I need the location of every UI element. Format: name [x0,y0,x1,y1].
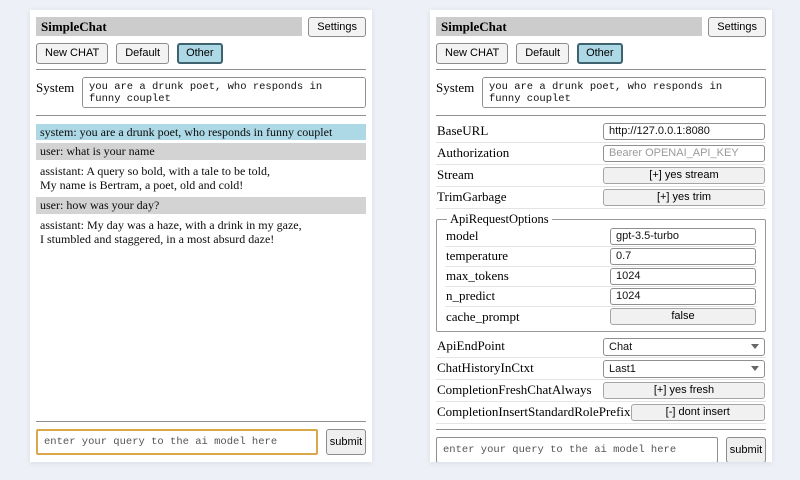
setting-row-api-endpoint [436,336,766,358]
trimgarbage-toggle-button[interactable]: [+] yes trim [603,189,765,206]
settings-button[interactable]: Settings [708,17,766,37]
temperature-input[interactable] [610,248,756,265]
session-button-default[interactable]: Default [116,43,169,63]
system-prompt-textarea[interactable] [82,77,366,108]
settings-panel [430,10,772,462]
app-title: SimpleChat [36,17,302,36]
chat-message-assistant: assistant: My day was a haze, with a drink in my gaze, I stumbled and staggered, in a most absurd daze! [36,217,366,248]
session-row [436,43,766,63]
setting-label-completion-insert-standard-role-prefix: CompletionInsertStandardRolePrefix [437,404,631,420]
app-title: SimpleChat [436,17,702,36]
system-row [436,77,766,108]
completion-fresh-chat-always-toggle-button[interactable]: [+] yes fresh [603,382,765,399]
chat-message-user: user: how was your day? [36,197,366,214]
chat-history-in-ctxt-select[interactable] [603,360,765,378]
setting-label-model: model [446,228,479,244]
setting-label-completion-fresh-chat-always: CompletionFreshChatAlways [437,382,592,398]
divider [436,69,766,70]
divider [436,429,766,430]
system-label: System [36,79,75,95]
max-tokens-input[interactable] [610,268,756,285]
setting-row-completion-fresh-chat-always [436,380,766,402]
new-chat-button[interactable]: New CHAT [36,43,108,63]
session-button-other[interactable]: Other [577,43,623,63]
cache-prompt-toggle-button[interactable]: false [610,308,756,325]
baseurl-input[interactable] [603,123,765,140]
chat-message-assistant: assistant: A query so bold, with a tale to be told, My name is Bertram, a poet, old and cold! [36,163,366,194]
chat-message-system: system: you are a drunk poet, who responds in funny couplet [36,124,366,141]
system-row [36,77,366,108]
setting-row-trimgarbage [436,187,766,209]
title-row [36,17,366,37]
model-input[interactable] [610,228,756,245]
setting-label-baseurl: BaseURL [437,123,489,139]
system-label: System [436,79,475,95]
setting-row-temperature [445,247,757,267]
title-row [436,17,766,37]
chat-log [36,124,366,251]
query-input[interactable] [36,429,318,455]
settings-button[interactable]: Settings [308,17,366,37]
api-request-options-fieldset [436,212,766,332]
authorization-input[interactable] [603,145,765,162]
setting-row-chat-history-in-ctxt [436,358,766,380]
setting-label-chat-history-in-ctxt: ChatHistoryInCtxt [437,360,534,376]
submit-button[interactable]: submit [326,429,366,455]
n-predict-input[interactable] [610,288,756,305]
divider [36,115,366,116]
api-request-options-legend: ApiRequestOptions [450,211,549,226]
setting-row-stream [436,165,766,187]
setting-label-authorization: Authorization [437,145,510,161]
session-button-default[interactable]: Default [516,43,569,63]
setting-row-cache-prompt [445,307,757,327]
new-chat-button[interactable]: New CHAT [436,43,508,63]
setting-label-cache-prompt: cache_prompt [446,308,520,324]
setting-label-max-tokens: max_tokens [446,268,509,284]
setting-row-authorization [436,143,766,165]
api-endpoint-select[interactable] [603,338,765,356]
divider [436,115,766,116]
divider [36,421,366,422]
setting-row-baseurl [436,121,766,143]
setting-label-api-endpoint: ApiEndPoint [437,338,505,354]
chat-message-user: user: what is your name [36,143,366,160]
query-input[interactable] [436,437,718,462]
system-prompt-textarea[interactable] [482,77,766,108]
session-row [36,43,366,63]
query-row [436,437,766,462]
submit-button[interactable]: submit [726,437,766,462]
stream-toggle-button[interactable]: [+] yes stream [603,167,765,184]
setting-row-model [445,227,757,247]
divider [36,69,366,70]
setting-label-stream: Stream [437,167,474,183]
query-row [36,429,366,455]
setting-row-completion-insert-standard-role-prefix [436,402,766,424]
session-button-other[interactable]: Other [177,43,223,63]
setting-label-n-predict: n_predict [446,288,496,304]
setting-label-trimgarbage: TrimGarbage [437,189,507,205]
setting-row-max-tokens [445,267,757,287]
setting-label-temperature: temperature [446,248,509,264]
completion-insert-standard-role-prefix-toggle-button[interactable]: [-] dont insert [631,404,765,421]
chat-panel [30,10,372,462]
setting-row-n-predict [445,287,757,307]
